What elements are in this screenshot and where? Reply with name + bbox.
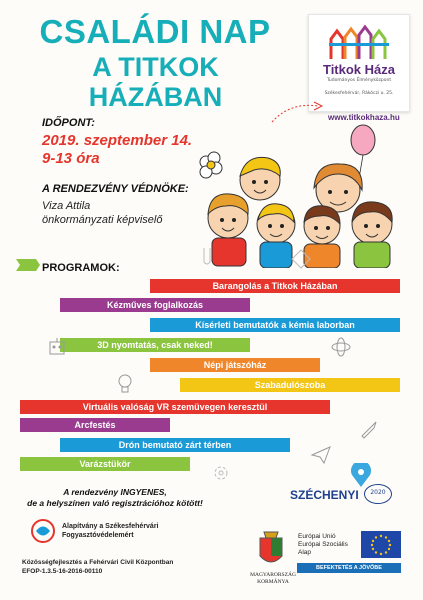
szechenyi-label: SZÉCHENYI — [290, 488, 359, 502]
kite-icon — [290, 248, 312, 270]
gear-icon — [210, 462, 232, 484]
program-item: Szabadulószoba — [180, 378, 400, 392]
program-item: Kézműves foglalkozás — [60, 298, 250, 312]
children-illustration — [188, 118, 410, 268]
logo-subtitle: Tudományos Élményközpont — [326, 78, 392, 83]
patron-role: önkormányzati képviselő — [42, 214, 163, 226]
program-item: Barangolás a Titkok Házában — [150, 279, 400, 293]
logo-address: Székesfehérvár, Rákóczi u. 25. — [324, 91, 394, 96]
page-title-line2: A TITKOK HÁZÁBAN — [88, 52, 223, 112]
programs-arrow-band — [16, 257, 40, 273]
info-line1: A rendezvény INGYENES, — [63, 487, 167, 497]
eu-flag-icon — [361, 531, 401, 558]
szechenyi-badge: 2020 — [364, 484, 392, 504]
event-time: 9-13 óra — [42, 150, 100, 167]
paper-plane-icon — [310, 445, 332, 465]
logo-building-icon — [327, 23, 391, 61]
info-line2: de a helyszínen való regisztrációhoz kötött! — [27, 498, 203, 508]
project-info: Közösségfejlesztés a Fehérvári Civil Központban EFOP-1.3.5-16-2016-00110 — [22, 559, 174, 575]
lightbulb-icon — [115, 373, 135, 395]
programs-label: PROGRAMOK: — [42, 262, 120, 274]
logo-name: Titkok Háza — [322, 62, 395, 77]
program-item: Kísérleti bemutatók a kémia laborban — [150, 318, 400, 332]
program-item: Virtuális valóság VR szemüvegen keresztül — [20, 400, 330, 414]
event-date: 2019. szeptember 14. — [42, 132, 193, 149]
coat-of-arms-icon — [256, 530, 286, 570]
program-item: Népi játszóház — [150, 358, 320, 372]
robot-icon — [44, 336, 70, 362]
atom-icon — [330, 336, 352, 358]
foundation-name: Alapítvány a Székesfehérvári Fogyasztóvédelemért — [62, 523, 159, 539]
test-tube-icon — [196, 246, 218, 268]
program-item: Drón bemutató zárt térben — [60, 438, 290, 452]
government-label: MAGYARORSZÁG KORMÁNYA — [250, 572, 296, 585]
program-item: Varázstükör — [20, 457, 190, 471]
flower-icon — [200, 152, 222, 178]
patron-label: A RENDEZVÉNY VÉDNÖKE: — [42, 183, 189, 195]
patron-name: Viza Attila — [42, 200, 91, 212]
website-link[interactable]: www.titkokhaza.hu — [328, 113, 400, 122]
rocket-icon — [358, 418, 380, 440]
foundation-logo-icon — [30, 518, 56, 544]
page-title-line1: CSALÁDI NAP — [39, 13, 271, 50]
registration-info — [20, 487, 210, 509]
date-label: IDŐPONT: — [42, 117, 95, 129]
investment-banner: BEFEKTETÉS A JÖVŐBE — [297, 563, 401, 573]
program-item: 3D nyomtatás, csak neked! — [60, 338, 250, 352]
program-item: Arcfestés — [20, 418, 170, 432]
eu-fund-label: Európai Unió Európai Szociális Alap — [298, 533, 348, 556]
